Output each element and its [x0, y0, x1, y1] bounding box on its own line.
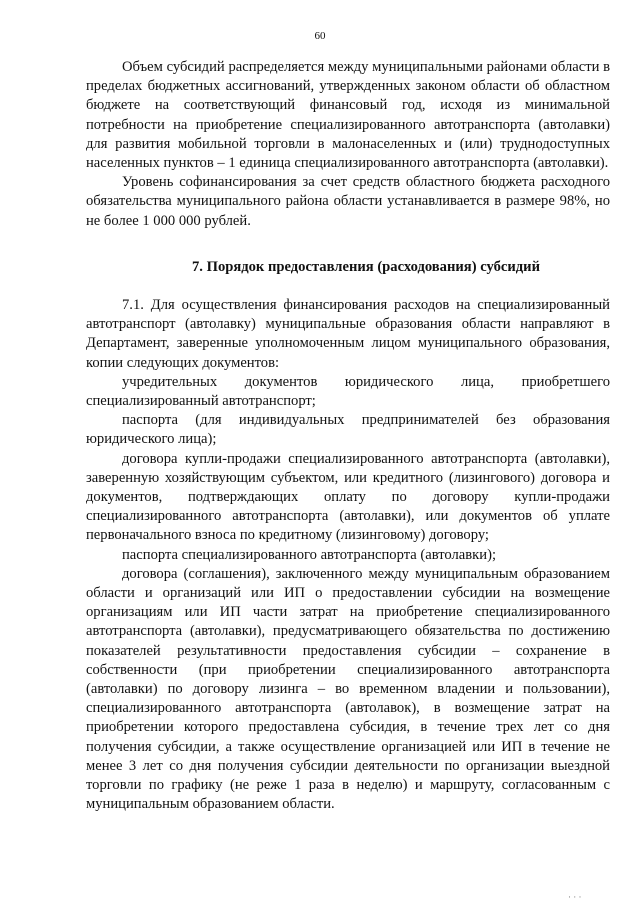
intro-text-block — [86, 58, 610, 231]
list-item-vehicle-passport: паспорта специализированного автотранспорта (автолавки); — [122, 546, 496, 563]
section-heading: 7. Порядок предоставления (расходования) субсидий — [192, 259, 540, 275]
paragraph-subsidy-volume: Объем субсидий распределяется между муниципальными районами области в пределах бюджетных ассигнований, утвержденных законом области об областном бюджете на соответствующий финансовый год, исходя из минимальной потребности на приобретение специализированного автотранспорта (автолавки) для развития мобильной торговли в малонаселенных и (или) труднодоступных населенных пунктов – 1 единица специализированного автотранспорта (автолавки). — [86, 59, 610, 172]
section-heading-block — [86, 258, 610, 277]
list-item-agreement: договора (соглашения), заключенного между муниципальным образованием области и организаций или ИП о предоставлении субсидии на возмещение организациям или ИП части затрат на приобретение специализированного автотранспорта (автолавки), предусматривающего обязательства по достижению показателей результативности предоставления субсидии – сохранение в собственности (при приобретении специализированного автотранспорта (автолавки) по договору лизинга – во временном владении и пользовании), специализированного автотранспорта (автолавок), в возмещение затрат на приобретении которого предоставлена субсидия, в течение трех лет со дня получения субсидии, а также осуществление организацией или ИП в течение не менее 3 лет со дня получения субсидии деятельности по организации выездной торговли по графику (не реже 1 раза в неделю) и маршруту, согласованным с муниципальным образованием области. — [86, 565, 610, 813]
paragraph-cofinancing-level: Уровень софинансирования за счет средств областного бюджета расходного обязательства муниципального района области устанавливается в размере 98%, но не более 1 000 000 рублей. — [86, 174, 610, 229]
list-item-passport-ip: паспорта (для индивидуальных предпринимателей без образования юридического лица); — [86, 412, 610, 448]
list-item-sale-contract: договора купли-продажи специализированного автотранспорта (автолавки), заверенную хозяйствующим субъектом, или кредитного (лизингового) договора и документов, подтверждающих оплату по договору купли-продажи специализированного автотранспорта (автолавки), или документов об уплате первоначального взноса по кредитному (лизинговому) договору; — [86, 450, 610, 544]
page-number: 60 — [314, 30, 326, 42]
list-item-founding-documents: учредительных документов юридического лица, приобретшего специализированный автотранспорт; — [86, 373, 610, 410]
section-text-block — [86, 296, 610, 814]
paragraph-7-1: 7.1. Для осуществления финансирования расходов на специализированный автотранспорт (автолавку) муниципальные образования области направляют в Департамент, заверенные уполномоченным лицом муниципального образования, копии следующих документов: — [86, 297, 610, 371]
scan-artifact: · · · — [568, 892, 582, 902]
